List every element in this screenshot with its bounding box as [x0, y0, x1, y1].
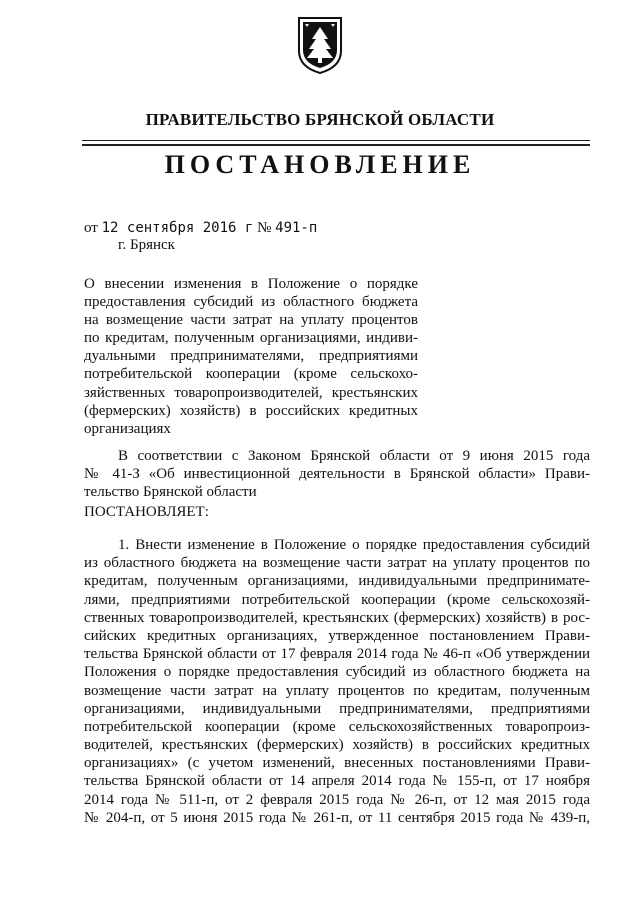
number-label: № [257, 220, 272, 236]
document-date: 12 сентября 2016 г [101, 220, 254, 236]
from-label: от [84, 220, 98, 236]
subject-line: предоставления субсидий из областного бюджета [84, 294, 418, 311]
item-line: потребительской кооперации (кроме сельскохозяйственных товаропроиз- [84, 718, 590, 735]
organization-title: ПРАВИТЕЛЬСТВО БРЯНСКОЙ ОБЛАСТИ [145, 110, 495, 129]
subject-line: на возмещение части затрат на уплату процентов [84, 312, 418, 329]
item-line: Положения о порядке предоставления субсидий из областного бюджета на [84, 664, 590, 681]
subject-line: зяйственных товаропроизводителей, крестьянских [84, 384, 418, 401]
item-line: 2014 года № 511-п, от 2 февраля 2015 года № 26-п, от 12 мая 2015 года [84, 791, 590, 808]
document-type-title: ПОСТАНОВЛЕНИЕ [164, 150, 476, 179]
item-line: водителей, крестьянских (фермерских) хозяйств) в российских кредитных [84, 737, 590, 754]
city: г. Брянск [118, 237, 175, 253]
subject-line: организациях [84, 420, 171, 437]
decree-word: ПОСТАНОВЛЯЕТ: [84, 504, 209, 520]
item-line: тельства Брянской области от 17 февраля 2014 года № 46-п «Об утверждении [84, 646, 590, 663]
item-line: № 204-п, от 5 июня 2015 года № 261-п, от 11 сентября 2015 года № 439-п, [84, 809, 590, 826]
subject-line: потребительской кооперации (кроме сельскохо- [84, 366, 418, 383]
header-divider-thin [82, 140, 590, 141]
item-line: сийских кредитных организациях, утвержденное постановлением Прави- [84, 627, 590, 644]
item-line: ственных товаропроизводителей, крестьянских (фермерских) хозяйств) в рос- [84, 609, 590, 626]
subject-line: дуальными предпринимателями, предприятиями [84, 348, 418, 365]
preamble-paragraph [84, 447, 590, 502]
subject-line: по кредитам, полученным организациями, индиви- [84, 330, 418, 347]
subject-heading [84, 275, 418, 438]
header-divider-thick [82, 144, 590, 146]
item-line: из областного бюджета на возмещение части затрат на уплату процентов по [84, 555, 590, 572]
item-line: тельства Брянской области от 14 апреля 2014 года № 155-п, от 17 ноября [84, 773, 590, 790]
item-line: организациями, индивидуальными предпринимателями, предприятиями [84, 700, 590, 717]
document-number: 491-п [275, 220, 318, 236]
subject-line: О внесении изменения в Положение о порядке [84, 276, 418, 292]
subject-line: (фермерских) хозяйств) в российских кредитных [84, 402, 418, 419]
item-1-paragraph [84, 536, 590, 827]
coat-of-arms-icon [295, 15, 345, 75]
item-line: организациях» (с учетом изменений, внесенных постановлениями Прави- [84, 755, 590, 772]
preamble-line: В соответствии с Законом Брянской области от 9 июня 2015 года [118, 448, 590, 464]
item-line: лями, предприятиями потребительской кооперации (кроме сельскохозяй- [84, 591, 590, 608]
item-line: возмещение части затрат на уплату процентов по кредитам, полученным [84, 682, 590, 699]
preamble-line: тельство Брянской области [84, 484, 257, 501]
date-number-line [84, 220, 317, 237]
preamble-line: № 41-З «Об инвестиционной деятельности в Брянской области» Прави- [84, 466, 590, 483]
item-line: 1. Внести изменение в Положение о порядке предоставления субсидий [118, 537, 590, 553]
item-line: кредитам, полученным организациями, индивидуальными предпринимате- [84, 573, 590, 590]
